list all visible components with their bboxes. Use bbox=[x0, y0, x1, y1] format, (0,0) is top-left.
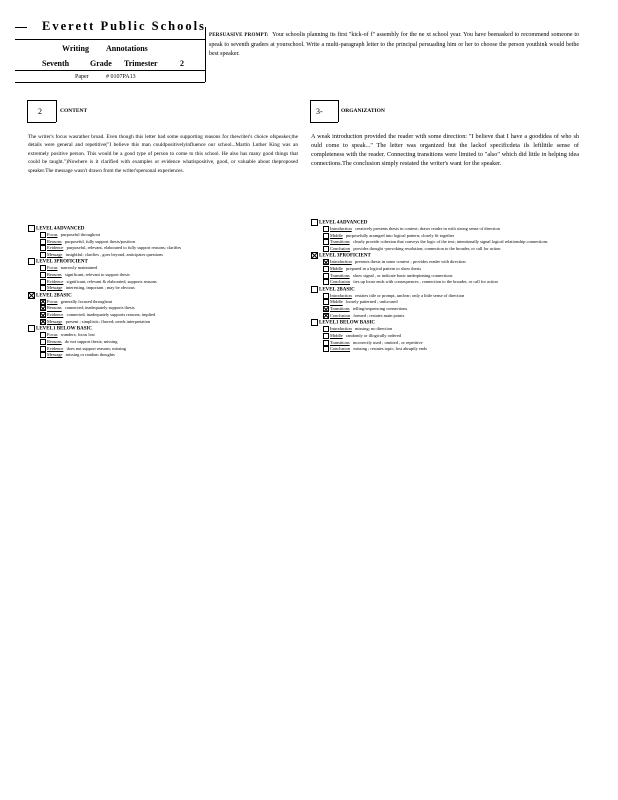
org-criterion bbox=[311, 313, 591, 320]
content-criterion bbox=[28, 252, 308, 259]
grade-label: Grade bbox=[90, 59, 112, 68]
org-title: ORGANIZATION bbox=[341, 108, 385, 114]
header-right-border bbox=[205, 27, 206, 82]
org-criterion-key: Conclusion bbox=[330, 312, 351, 318]
content-criterion-checkbox[interactable] bbox=[40, 312, 46, 318]
org-criterion-text: missing ; restates topic; lost abruptly ends bbox=[353, 346, 427, 352]
org-score: 3- bbox=[316, 107, 323, 116]
org-criterion-key: Introduction bbox=[330, 326, 352, 332]
content-level-checkbox[interactable] bbox=[28, 292, 35, 299]
content-title: CONTENT bbox=[60, 108, 88, 114]
org-criterion-checkbox[interactable] bbox=[323, 293, 329, 299]
content-criterion-checkbox[interactable] bbox=[40, 352, 46, 358]
org-criterion bbox=[311, 333, 591, 340]
trimester-label: Trimester bbox=[124, 59, 158, 68]
org-score-box-right bbox=[338, 100, 339, 122]
content-score-box-bottom bbox=[27, 122, 56, 123]
paper-id: # 0107PA13 bbox=[106, 74, 136, 80]
content-criterion bbox=[28, 346, 308, 353]
content-comment: The writer's focus wasrather broad. Even though this letter had some supporting reasons for thewriter's choice ofspeaker,the details were general and repetitive("I believe this man couldpositivelyinfluence our school...Martin Luther King was an extremely positive person. This would be a good type of person to come to this school. He also has many good things that could be taught.")Nowhere is it clarified with examples or evidence whatispositive, good, or valuable about theproposed speaker.The message wasn't drawn from the writer'spersonal experiences. bbox=[28, 134, 298, 174]
content-level-3 bbox=[28, 292, 308, 299]
org-criterion-key: Transitions bbox=[330, 339, 350, 345]
org-criterion-text: restates title or prompt, unclear; only a little sense of direction bbox=[355, 292, 465, 298]
content-criterion-key: Evidence bbox=[47, 312, 64, 318]
content-level-label: LEVEL1 BELOW BASIC bbox=[36, 326, 93, 332]
content-criterion-checkbox[interactable] bbox=[40, 279, 46, 285]
org-level-label: LEVEL1 BELOW BASIC bbox=[319, 320, 376, 326]
content-criterion bbox=[28, 232, 308, 239]
content-level-label: LEVEL 3PROFICIENT bbox=[36, 260, 88, 266]
org-criterion-checkbox[interactable] bbox=[323, 239, 329, 245]
org-level-checkbox[interactable] bbox=[311, 319, 318, 326]
org-criterion-checkbox[interactable] bbox=[323, 279, 329, 285]
header-divider-3 bbox=[15, 82, 205, 83]
org-criterion-checkbox[interactable] bbox=[323, 233, 329, 239]
content-score-box-left bbox=[27, 100, 28, 122]
org-criterion bbox=[311, 306, 591, 313]
header-divider-2 bbox=[15, 70, 205, 71]
content-criterion-key: Message bbox=[47, 251, 63, 257]
content-criterion bbox=[28, 239, 308, 246]
content-criterion-text: missing or random thoughts bbox=[65, 352, 115, 358]
org-criterion-text: show signal , or indicate basic underpinning connections bbox=[352, 272, 453, 278]
org-criterion bbox=[311, 273, 591, 280]
content-criterion bbox=[28, 299, 308, 306]
org-criterion bbox=[311, 226, 591, 233]
org-criterion bbox=[311, 259, 591, 266]
content-score-box-right bbox=[56, 100, 57, 122]
content-criterion bbox=[28, 319, 308, 326]
org-level-label: LEVEL 3PROFICIENT bbox=[319, 254, 371, 260]
org-criterion-checkbox[interactable] bbox=[323, 313, 329, 319]
content-criterion-key: Evidence bbox=[47, 278, 64, 284]
org-criterion-key: Conclusion bbox=[330, 279, 351, 285]
content-criterion bbox=[28, 245, 308, 252]
content-criterion bbox=[28, 339, 308, 346]
org-criterion-checkbox[interactable] bbox=[323, 266, 329, 272]
org-criterion bbox=[311, 246, 591, 253]
content-criterion-key: Evidence bbox=[47, 245, 64, 251]
org-criterion-key: Middle bbox=[330, 232, 343, 238]
org-criterion-text: randomly or illogically ordered bbox=[345, 332, 401, 338]
org-criterion-key: Transitions bbox=[330, 306, 350, 312]
content-level-checkbox[interactable] bbox=[28, 258, 35, 265]
org-criterion-checkbox[interactable] bbox=[323, 273, 329, 279]
content-criterion-text: insightful; clarifies , goes beyond, anticipates questions bbox=[65, 251, 163, 257]
content-criterion bbox=[28, 285, 308, 292]
content-criterion-key: Message bbox=[47, 318, 63, 324]
content-score-box-top bbox=[27, 100, 56, 101]
org-score-box-left bbox=[310, 100, 311, 122]
org-comment: A weak introduction provided the reader with some direction: "I believe that I have a goodidea of who sh ould come to speak..." The letter was organized but the lackof specificdeta ils leftlittle sense of completeness with the reader. Connecting transitions were limited to "also" which did little in helping idea connections.The conclusion simply restated the writer's want for the speaker. bbox=[311, 133, 579, 167]
content-criterion-checkbox[interactable] bbox=[40, 305, 46, 311]
content-criterion-key: Message bbox=[47, 352, 63, 358]
org-criterion-checkbox[interactable] bbox=[323, 226, 329, 232]
content-criterion-text: narrowly maintained bbox=[60, 265, 98, 271]
content-criterion bbox=[28, 312, 308, 319]
grade-word: Seventh bbox=[42, 59, 70, 68]
org-criterion-text: missing; no direction bbox=[355, 326, 393, 332]
org-criterion-checkbox[interactable] bbox=[323, 299, 329, 305]
org-criterion-key: Middle bbox=[330, 299, 343, 305]
content-level-label: LEVEL 4ADVANCED bbox=[36, 226, 85, 232]
content-criterion bbox=[28, 279, 308, 286]
prompt-label: PERSUASIVE PROMPT: bbox=[209, 33, 269, 38]
org-criterion-key: Transitions bbox=[330, 272, 350, 278]
org-criterion bbox=[311, 239, 591, 246]
content-criterion bbox=[28, 305, 308, 312]
org-criterion-key: Middle bbox=[330, 266, 343, 272]
content-score: 2 bbox=[38, 107, 42, 116]
content-criterion-checkbox[interactable] bbox=[40, 239, 46, 245]
school-name: Everett Public Schools bbox=[42, 19, 206, 33]
org-level-checkbox[interactable] bbox=[311, 219, 318, 226]
org-criterion-key: Conclusion bbox=[330, 346, 351, 352]
content-criterion-text: wanders; focus lost bbox=[60, 332, 95, 338]
org-criterion-key: Introduction bbox=[330, 226, 352, 232]
annotations-label: Annotations bbox=[106, 44, 148, 53]
org-level-3 bbox=[311, 286, 591, 293]
org-criterion bbox=[311, 340, 591, 347]
org-criterion-checkbox[interactable] bbox=[323, 333, 329, 339]
org-criterion-checkbox[interactable] bbox=[323, 259, 329, 265]
content-criterion-text: does not support reasons; missing bbox=[66, 345, 126, 351]
header-rule-left bbox=[15, 27, 27, 28]
org-criterion-text: creatively presents thesis in context; draws reader in with strong sense of direction bbox=[355, 226, 500, 232]
content-criterion-key: Reasons bbox=[47, 305, 62, 311]
org-criterion-checkbox[interactable] bbox=[323, 326, 329, 332]
org-level-4 bbox=[311, 319, 591, 326]
org-criterion-checkbox[interactable] bbox=[323, 346, 329, 352]
org-level-checkbox[interactable] bbox=[311, 252, 318, 259]
trimester-value: 2 bbox=[180, 59, 184, 68]
content-criterion bbox=[28, 265, 308, 272]
org-criterion-key: Introduction bbox=[330, 292, 352, 298]
content-criterion bbox=[28, 272, 308, 279]
org-criterion-text: incorrectly used ; omitted , or repetitive bbox=[352, 339, 423, 345]
content-criterion-text: purposeful throughout bbox=[60, 232, 100, 238]
org-criterion bbox=[311, 293, 591, 300]
content-level-1 bbox=[28, 225, 308, 232]
content-criterion-checkbox[interactable] bbox=[40, 319, 46, 325]
content-criterion-checkbox[interactable] bbox=[40, 299, 46, 305]
content-criterion-checkbox[interactable] bbox=[40, 332, 46, 338]
org-level-label: LEVEL 2BASIC bbox=[319, 287, 355, 293]
content-criterion-checkbox[interactable] bbox=[40, 285, 46, 291]
org-criterion-checkbox[interactable] bbox=[323, 306, 329, 312]
content-criterion-key: Message bbox=[47, 285, 63, 291]
content-criterion-text: do not support thesis; missing bbox=[64, 338, 118, 344]
org-score-box-top bbox=[310, 100, 338, 101]
org-criterion-text: provides thought -provoking resolution; connection to the broader, or call for action bbox=[353, 245, 501, 251]
org-criterion-checkbox[interactable] bbox=[323, 246, 329, 252]
content-criterion bbox=[28, 352, 308, 359]
subject-label: Writing bbox=[62, 44, 89, 53]
header-divider-1 bbox=[15, 39, 205, 40]
content-criterion-key: Focus bbox=[47, 332, 58, 338]
org-criterion-text: purposefully arranged into logical pattern; closely fit together bbox=[345, 232, 455, 238]
org-criterion-text: clearly provide cohesion that conveys the logic of the text; intentionally signal logical relationship connections bbox=[352, 239, 548, 245]
content-criterion-checkbox[interactable] bbox=[40, 265, 46, 271]
content-criterion-checkbox[interactable] bbox=[40, 272, 46, 278]
content-level-checkbox[interactable] bbox=[28, 225, 35, 232]
org-level-checkbox[interactable] bbox=[311, 286, 318, 293]
content-criterion-key: Reasons bbox=[47, 338, 62, 344]
org-criterion-key: Transitions bbox=[330, 239, 350, 245]
paper-label: Paper bbox=[75, 74, 89, 80]
content-rubric bbox=[28, 225, 308, 359]
content-criterion-text: significant, relevant to support thesis bbox=[64, 272, 130, 278]
org-criterion-text: telling/sequencing connections bbox=[352, 306, 408, 312]
content-criterion-text: present ; simplistic; flawed; needs interpretation bbox=[65, 318, 151, 324]
org-criterion-key: Conclusion bbox=[330, 245, 351, 251]
org-criterion-text: presents thesis in some context ; provides reader with direction bbox=[355, 259, 466, 265]
org-criterion bbox=[311, 326, 591, 333]
content-criterion bbox=[28, 332, 308, 339]
org-criterion bbox=[311, 266, 591, 273]
content-criterion-checkbox[interactable] bbox=[40, 232, 46, 238]
org-criterion-text: formed ; restates main points bbox=[353, 312, 405, 318]
persuasive-prompt bbox=[209, 31, 579, 60]
content-criterion-key: Evidence bbox=[47, 345, 64, 351]
org-criterion-checkbox[interactable] bbox=[323, 340, 329, 346]
org-criterion bbox=[311, 279, 591, 286]
content-criterion-checkbox[interactable] bbox=[40, 245, 46, 251]
content-criterion-key: Reasons bbox=[47, 272, 62, 278]
content-level-checkbox[interactable] bbox=[28, 325, 35, 332]
org-level-2 bbox=[311, 252, 591, 259]
org-criterion bbox=[311, 299, 591, 306]
content-criterion-text: significant, relevant & elaborated, supports reasons bbox=[66, 278, 157, 284]
content-level-label: LEVEL 2BASIC bbox=[36, 293, 72, 299]
prompt-text: Your schoolis planning its first "kick-of f" assembly for the ne xt school year. You have beenasked to recommend someone to speak to seventh graders at yourschool. Write a multi-paragraph letter to the principal persuading him or her to choose the person youthink would bethe best speaker. bbox=[209, 32, 579, 57]
org-rubric bbox=[311, 219, 591, 353]
org-criterion-text: prepared in a logical pattern to show thesis bbox=[345, 266, 422, 272]
org-criterion-text: loosely patterned ; unfocused bbox=[345, 299, 398, 305]
org-criterion-key: Introduction bbox=[330, 259, 352, 265]
content-criterion-text: purposeful, relevant, elaborated to fully support reasons; clarifies bbox=[66, 245, 182, 251]
content-criterion-checkbox[interactable] bbox=[40, 339, 46, 345]
content-criterion-key: Focus bbox=[47, 298, 58, 304]
org-level-1 bbox=[311, 219, 591, 226]
content-criterion-key: Reasons bbox=[47, 238, 62, 244]
content-criterion-text: purposeful, fully support thesis/position bbox=[64, 238, 135, 244]
content-criterion-checkbox[interactable] bbox=[40, 346, 46, 352]
content-criterion-text: generally focused throughout bbox=[60, 298, 113, 304]
org-criterion bbox=[311, 233, 591, 240]
content-criterion-checkbox[interactable] bbox=[40, 252, 46, 258]
org-criterion-key: Middle bbox=[330, 332, 343, 338]
content-level-2 bbox=[28, 258, 308, 265]
org-criterion-text: ties up loose ends with consequences , connection to the broader, or call for action bbox=[353, 279, 498, 285]
org-score-box-bottom bbox=[310, 122, 338, 123]
content-criterion-key: Focus bbox=[47, 265, 58, 271]
org-level-label: LEVEL 4ADVANCED bbox=[319, 220, 368, 226]
content-criterion-key: Focus bbox=[47, 232, 58, 238]
org-criterion bbox=[311, 346, 591, 353]
content-criterion-text: connected; inadequately supports thesis bbox=[64, 305, 135, 311]
content-criterion-text: connected; inadequately supports reasons; implied bbox=[66, 312, 156, 318]
content-level-4 bbox=[28, 325, 308, 332]
content-criterion-text: interesting, important ; may be obvious bbox=[65, 285, 135, 291]
